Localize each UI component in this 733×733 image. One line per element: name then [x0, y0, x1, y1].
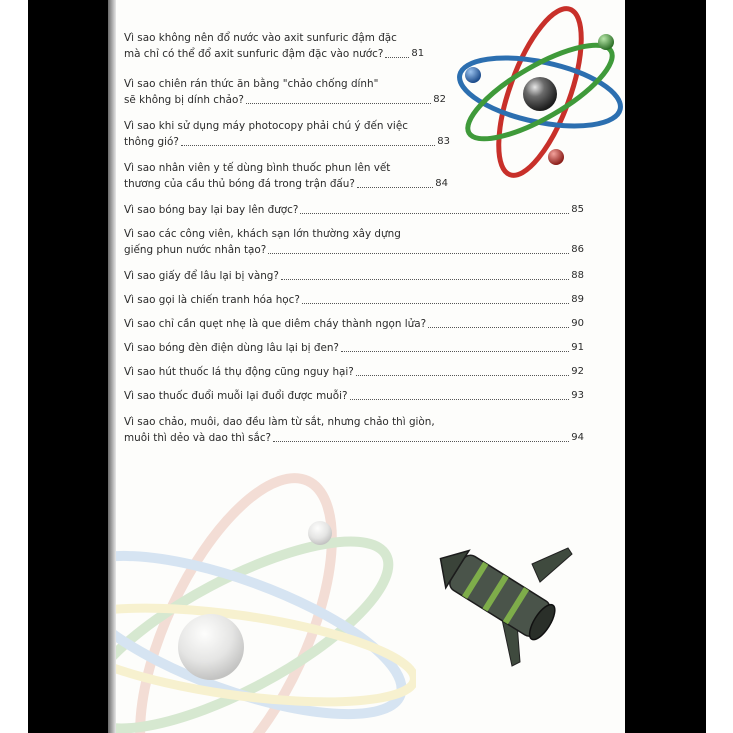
toc-entry[interactable]	[124, 268, 584, 284]
toc-page-number: 91	[571, 342, 584, 353]
toc-entry-line-last	[124, 292, 584, 308]
toc-leader-dots	[181, 145, 435, 146]
toc-entry[interactable]	[124, 76, 584, 108]
toc-entry-line: Vì sao chảo, muôi, dao đều làm từ sắt, nhưng chảo thì giòn,	[124, 416, 435, 428]
toc-entry-line: Vì sao các công viên, khách sạn lớn thường xây dựng	[124, 228, 401, 240]
toc-leader-dots	[350, 399, 570, 400]
atom-watermark-icon	[116, 455, 416, 733]
toc-entry-line-last	[124, 176, 448, 192]
toc-entry-line-last	[124, 202, 584, 218]
toc-page-number: 83	[437, 136, 450, 147]
rocket-icon	[428, 530, 578, 670]
toc-entry[interactable]	[124, 30, 584, 62]
toc-entry-line-last	[124, 134, 450, 150]
scan-background-left	[28, 0, 108, 733]
toc-entry-line-last	[124, 340, 584, 356]
toc-leader-dots	[356, 375, 569, 376]
toc-leader-dots	[357, 187, 433, 188]
toc-entry-text: thông gió?	[124, 136, 179, 148]
toc-page-number: 89	[571, 294, 584, 305]
scan-margin-right	[706, 0, 733, 733]
toc-page-number: 86	[571, 244, 584, 255]
toc-leader-dots	[428, 327, 569, 328]
toc-entry-text: Vì sao bóng đèn điện dùng lâu lại bị đen?	[124, 342, 339, 354]
toc-leader-dots	[385, 57, 409, 58]
toc-entry[interactable]	[124, 202, 584, 218]
toc-page-number: 84	[435, 178, 448, 189]
toc-entry-text: mà chỉ có thể đổ axit sunfuric đậm đặc vào nước?	[124, 48, 384, 60]
toc-page-number: 93	[571, 390, 584, 401]
toc-entry[interactable]	[124, 340, 584, 356]
toc-page-number: 94	[571, 432, 584, 443]
toc-leader-dots	[246, 103, 431, 104]
toc-entry-line-last	[124, 364, 584, 380]
toc-entry-line-last	[124, 316, 584, 332]
toc-entry[interactable]	[124, 414, 584, 446]
toc-leader-dots	[300, 213, 569, 214]
toc-leader-dots	[302, 303, 569, 304]
toc-page-number: 92	[571, 366, 584, 377]
toc-entry[interactable]	[124, 118, 584, 150]
toc-entry[interactable]	[124, 388, 584, 404]
toc-entry-line-last	[124, 268, 584, 284]
toc-entry-text: Vì sao gọi là chiến tranh hóa học?	[124, 294, 300, 306]
scan-margin-left	[0, 0, 28, 733]
toc-entry-line-last	[124, 430, 584, 446]
toc-entry-line: Vì sao nhân viên y tế dùng bình thuốc phun lên vết	[124, 162, 391, 174]
toc-entry-text: Vì sao bóng bay lại bay lên được?	[124, 204, 299, 216]
toc-entry[interactable]	[124, 364, 584, 380]
toc-entry-line: Vì sao chiên rán thức ăn bằng "chảo chống dính"	[124, 78, 379, 90]
toc-leader-dots	[268, 253, 569, 254]
toc-leader-dots	[281, 279, 569, 280]
toc-page-number: 88	[571, 270, 584, 281]
toc-entry-line-last	[124, 242, 584, 258]
toc-entry-line: Vì sao khi sử dụng máy photocopy phải chú ý đến việc	[124, 120, 408, 132]
book-spine	[108, 0, 116, 733]
toc-entry-line: Vì sao không nên đổ nước vào axit sunfuric đậm đặc	[124, 32, 397, 44]
toc-entry-text: Vì sao thuốc đuổi muỗi lại đuổi được muỗi?	[124, 390, 348, 402]
toc-entry[interactable]	[124, 160, 584, 192]
toc-entry-line-last	[124, 92, 446, 108]
toc-entry-line-last	[124, 388, 584, 404]
toc-entry[interactable]	[124, 292, 584, 308]
book-page	[116, 0, 625, 733]
toc-entry-text: muôi thì dẻo và dao thì sắc?	[124, 432, 272, 444]
toc-entry[interactable]	[124, 316, 584, 332]
toc-entry-text: sẽ không bị dính chảo?	[124, 94, 244, 106]
scan-background-right	[625, 0, 706, 733]
toc-entry-text: Vì sao giấy để lâu lại bị vàng?	[124, 270, 279, 282]
toc-page-number: 90	[571, 318, 584, 329]
toc-entry[interactable]	[124, 226, 584, 258]
toc-leader-dots	[273, 441, 569, 442]
toc-page-number: 82	[433, 94, 446, 105]
toc-page-number: 85	[571, 204, 584, 215]
toc-leader-dots	[341, 351, 569, 352]
toc-entry-text: Vì sao hút thuốc lá thụ động cũng nguy hại?	[124, 366, 354, 378]
toc-entry-line-last	[124, 46, 584, 62]
toc-entry-text: giếng phun nước nhân tạo?	[124, 244, 267, 256]
toc-entry-text: Vì sao chỉ cần quẹt nhẹ là que diêm cháy thành ngọn lửa?	[124, 318, 427, 330]
toc-page-number: 81	[411, 48, 425, 59]
toc-entry-text: thương của cầu thủ bóng đá trong trận đấu?	[124, 178, 355, 190]
